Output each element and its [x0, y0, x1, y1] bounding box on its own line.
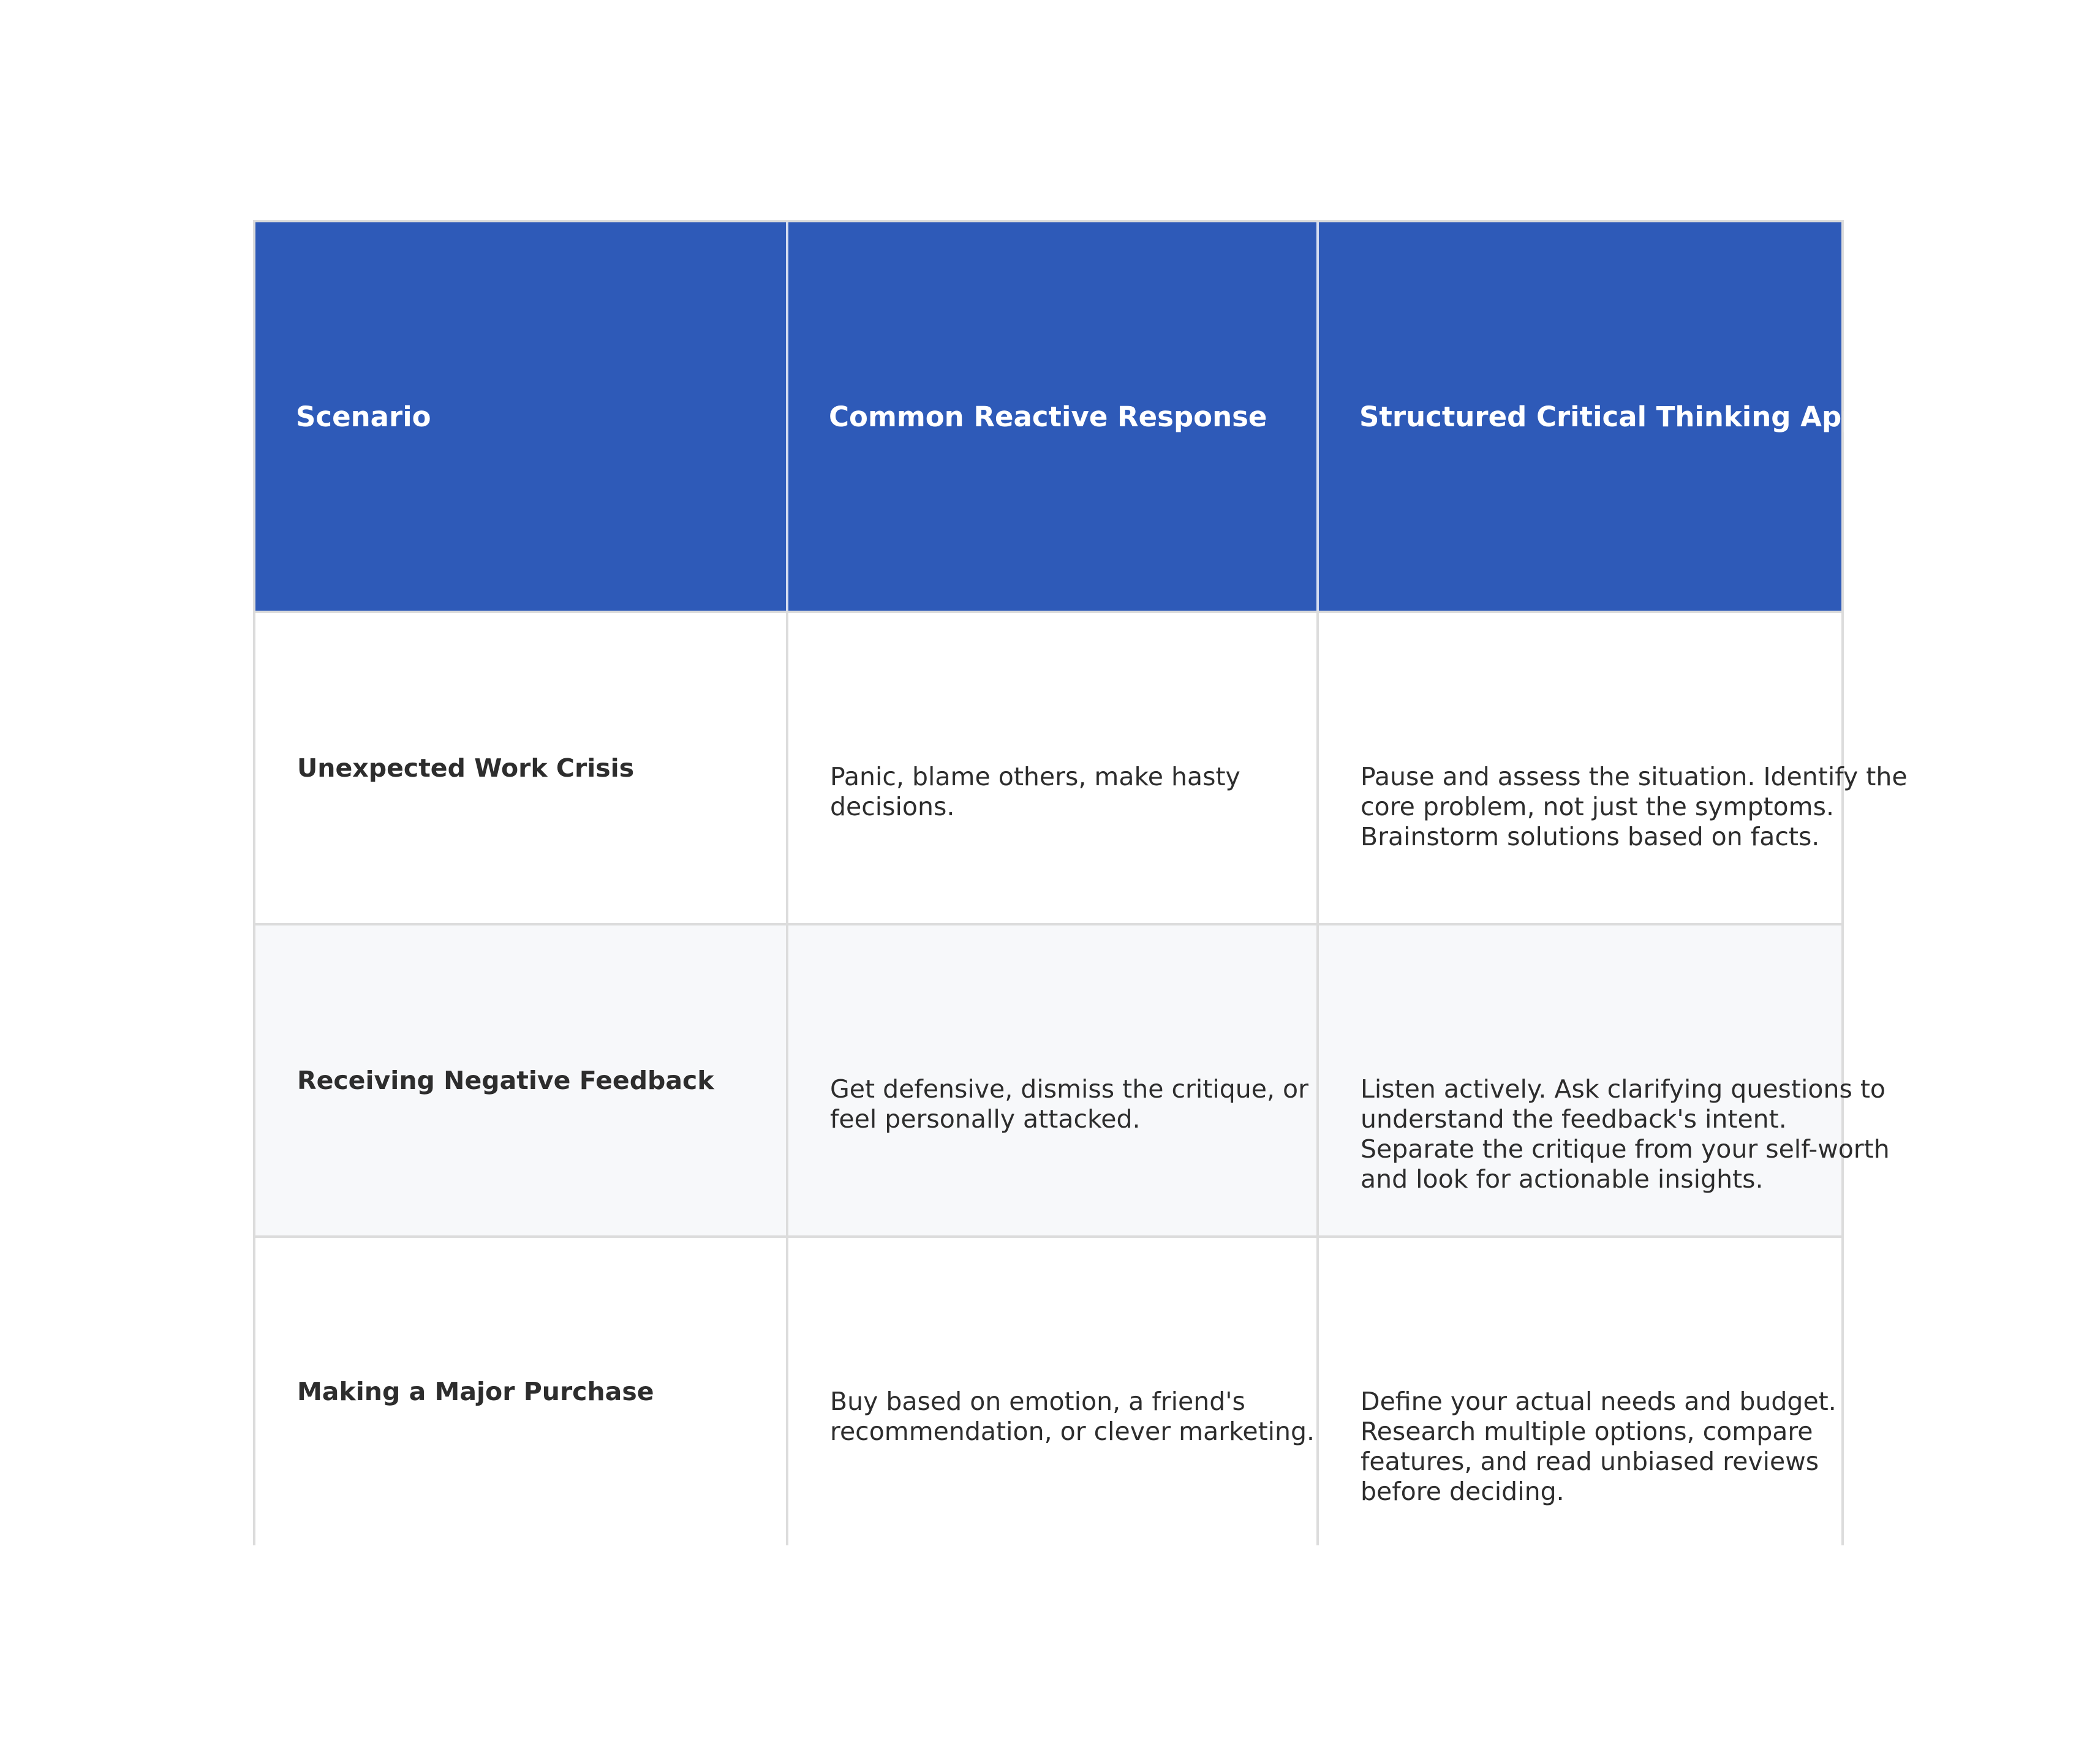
header-label: Structured Critical Thinking Approach — [1359, 400, 1949, 433]
scenario-cell — [255, 1238, 786, 1545]
table-header-row — [255, 222, 1949, 611]
structured-text: Listen actively. Ask clarifying questions to understand the feedback's intent. Separate the critique from your self-worth and look for actionable insights. — [1361, 1074, 1890, 1194]
reactive-cell — [786, 613, 1316, 923]
reactive-text: Panic, blame others, make hasty decisions. — [830, 762, 1240, 821]
reactive-cell — [786, 925, 1316, 1235]
table-row — [255, 1235, 1841, 1545]
table-row — [255, 923, 1890, 1235]
header-cell-structured — [1316, 222, 1949, 611]
table-row — [255, 611, 1908, 923]
header-label: Scenario — [296, 400, 431, 433]
scenario-cell — [255, 613, 786, 923]
structured-text: Pause and assess the situation. Identify the core problem, not just the symptoms. Brainstorm solutions based on facts. — [1361, 762, 1908, 851]
header-label: Common Reactive Response — [829, 400, 1267, 433]
scenario-label: Unexpected Work Crisis — [297, 753, 635, 783]
reactive-text: Buy based on emotion, a friend's recommendation, or clever marketing. — [830, 1387, 1315, 1446]
scenario-label: Making a Major Purchase — [297, 1377, 654, 1406]
header-cell-scenario — [255, 222, 786, 611]
scenario-label: Receiving Negative Feedback — [297, 1066, 714, 1095]
structured-cell — [1316, 1238, 1841, 1545]
header-cell-reactive — [786, 222, 1316, 611]
scenario-cell — [255, 925, 786, 1235]
structured-cell — [1316, 613, 1908, 923]
structured-text: Define your actual needs and budget. Research multiple options, compare features, and read unbiased reviews before deciding. — [1361, 1387, 1836, 1506]
reactive-cell — [786, 1238, 1316, 1545]
structured-cell — [1316, 925, 1890, 1235]
comparison-table — [253, 220, 1949, 1545]
reactive-text: Get defensive, dismiss the critique, or feel personally attacked. — [830, 1074, 1308, 1134]
